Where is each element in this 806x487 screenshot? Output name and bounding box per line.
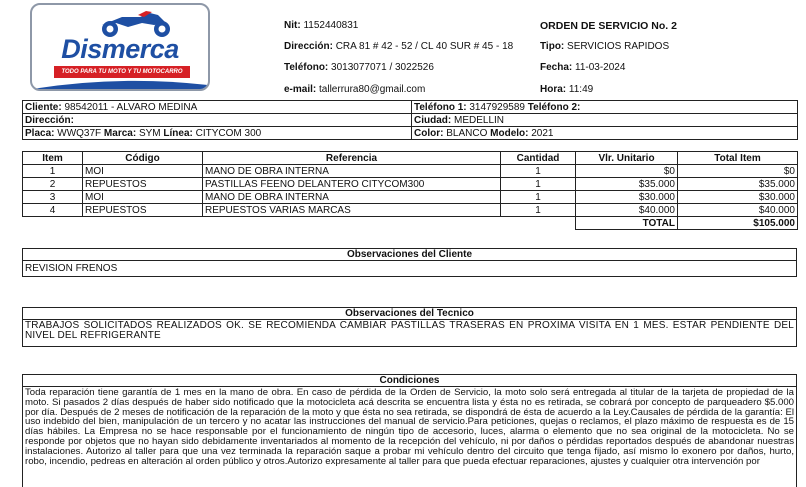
conditions-section [22,374,797,487]
table-row [23,178,798,191]
item-quantity: 1 [501,165,576,178]
technician-observations-text: TRABAJOS SOLICITADOS REALIZADOS OK. SE RECOMIENDA CAMBIAR PASTILLAS TRASERAS EN PROXIMA VISITA EN 1 MES. ESTAR PENDIENTE DEL NIVEL DEL REFRIGERANTE [25,320,794,341]
client-address-cell: Dirección: [23,114,412,127]
item-unit-value: $30.000 [576,191,678,204]
technician-observations-title: Observaciones del Tecnico [23,308,796,320]
items-table [22,151,798,230]
client-cell: Cliente: 98542011 - ALVARO MEDINA [23,101,412,114]
item-unit-value: $35.000 [576,178,678,191]
item-reference: MANO DE OBRA INTERNA [203,191,501,204]
order-time: Hora: 11:49 [540,84,594,95]
client-row-2 [23,114,798,127]
city-cell: Ciudad: MEDELLIN [412,114,798,127]
item-total: $40.000 [678,204,798,217]
item-unit-value: $40.000 [576,204,678,217]
header-total-item: Total Item [678,152,798,165]
company-address: Dirección: CRA 81 # 42 - 52 / CL 40 SUR # 45 - 18 [284,41,514,52]
company-email: e-mail: tallerrura80@gmail.com [284,84,426,95]
header-vlr-unitario: Vlr. Unitario [576,152,678,165]
item-total: $0 [678,165,798,178]
item-quantity: 1 [501,191,576,204]
vehicle-cell: Placa: WWQ37F Marca: SYM Línea: CITYCOM 300 [23,127,412,140]
order-title: ORDEN DE SERVICIO No. 2 [540,20,677,32]
company-phone: Teléfono: 3013077071 / 3022526 [284,62,434,73]
client-observations-section [22,248,797,277]
item-quantity: 1 [501,178,576,191]
client-observations-text: REVISION FRENOS [25,263,118,274]
item-code: MOI [83,165,203,178]
technician-observations-section [22,307,797,347]
order-type: Tipo: SERVICIOS RAPIDOS [540,41,670,52]
conditions-text: Toda reparación tiene garantía de 1 mes en la mano de obra. En caso de pérdida de la Orden de Servicio, la moto solo será entregada al titular de la tarjeta de propiedad de la moto. Si pasados 2 días después de haber sido notificado que la motocicleta acá descrita se encuentra lista y ésta no es retirada, se cobrará por concepto de parqueadero $5.000 por día. Después de 2 meses de notificación de la reparación de la moto y que ésta no sea retirada, se dispondrá de ésta de acuerdo a la Ley.Causales de pérdida de la garantía: El uso indebido del bien, manipulación de un tercero y no acatar las instrucciones del manual de servicio.Para peticiones, quejas o reclamos, el plazo máximo de respuesta es de 15 días hábiles. La Empresa no se hace responsable por el funcionamiento de ningún tipo de accesorio, luces, alarma o elemento que no sea original de la motocicleta. No se responde por objetos que no hayan sido debidamente inventariados al momento de la recepción del vehículo, ni por daños o pérdidas reportados después de abandonar nuestras instalaciones. Autorizo al taller para que una vez terminada la reparación saque a probar mi vehículo dentro del circuito que tenga fijado, así mismo lo exonero por daños, hurto, robo, incendio, pedreas en alteración al orden público y otros.Autorizo expresamente al taller para que pueda efectuar reparaciones, ajustes y cualquier otra intervención por [25,387,794,467]
table-row [23,204,798,217]
client-row-3 [23,127,798,140]
logo-brand-name: Dismerca [61,34,179,64]
item-number: 3 [23,191,83,204]
item-quantity: 1 [501,204,576,217]
total-label: TOTAL [576,217,678,230]
item-code: MOI [83,191,203,204]
client-info-table [22,100,798,140]
header-item: Item [23,152,83,165]
item-code: REPUESTOS [83,178,203,191]
logo-tagline: TODO PARA TU MOTO Y TU MOTOCARRO [54,66,190,78]
item-code: REPUESTOS [83,204,203,217]
item-reference: REPUESTOS VARIAS MARCAS [203,204,501,217]
company-nit: Nit: 1152440831 [284,20,359,31]
item-unit-value: $0 [576,165,678,178]
item-number: 2 [23,178,83,191]
header-referencia: Referencia [203,152,501,165]
table-row [23,165,798,178]
item-number: 1 [23,165,83,178]
conditions-title: Condiciones [23,375,796,387]
total-row [23,217,798,230]
table-row [23,191,798,204]
client-row-1 [23,101,798,114]
header-codigo: Código [83,152,203,165]
client-observations-title: Observaciones del Cliente [23,249,796,261]
total-value: $105.000 [678,217,798,230]
item-total: $30.000 [678,191,798,204]
item-number: 4 [23,204,83,217]
item-total: $35.000 [678,178,798,191]
item-reference: PASTILLAS FEENO DELANTERO CITYCOM300 [203,178,501,191]
item-reference: MANO DE OBRA INTERNA [203,165,501,178]
color-model-cell: Color: BLANCO Modelo: 2021 [412,127,798,140]
header-cantidad: Cantidad [501,152,576,165]
order-date: Fecha: 11-03-2024 [540,62,626,73]
phones-cell: Teléfono 1: 3147929589 Teléfono 2: [412,101,798,114]
company-logo [30,3,210,91]
items-header-row [23,152,798,165]
logo-swoosh [32,79,208,89]
